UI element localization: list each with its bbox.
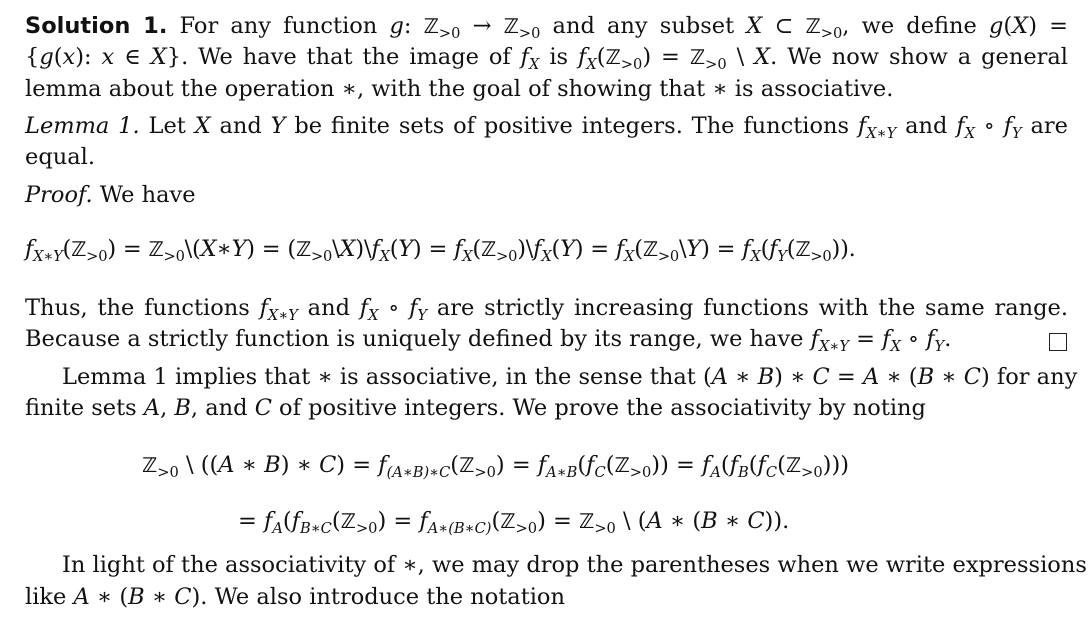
qed-square-icon — [1049, 333, 1067, 351]
solution-line-1: Solution 1. For any function g: ℤ$_{>0}$ → ℤ$_{>0}$ and any subset X ⊂ ℤ$_{>0}$, we define g(X) = — [25, 13, 1068, 43]
assoc-equation-1: ℤ$_{>0}$ \ ((A ∗ B) ∗ $C) = f_{(A∗B)∗C}(ℤ_{>0})$ = $f_{A∗B}(f_C(ℤ_{>0}))$ = $f_A(f_B(f_C(ℤ_{>0})))$ — [142, 452, 850, 482]
solution-line-2: {g(x): x ∈ X}. We have that the image of $f_X$ is $f_X(ℤ_{>0})$ = ℤ$_{>0}$ \ X. We now show a general — [25, 44, 1069, 74]
assoc-equation-2: = $f_A(f_{B∗C}(ℤ_{>0})$ = $f_{A∗(B∗C)}(ℤ_{>0})$ = ℤ$_{>0}$ \ (A ∗ (B ∗ C)). — [238, 508, 790, 538]
proof-intro — [25, 180, 1068, 210]
solution-line-3: lemma about the operation ∗, with the goal of showing that ∗ is associative. — [25, 76, 894, 102]
proof-label: Proof. — [25, 182, 93, 208]
assoc-line-1: Lemma 1 implies that ∗ is associative, in the sense that (A ∗ B) ∗ C = A ∗ (B ∗ C) for any — [62, 364, 1078, 390]
lemma-line-1: Lemma 1. Let X and Y be finite sets of positive integers. The functions $f_{X∗Y}$ and $f_X$ ∘ $f_Y$ are — [25, 113, 1068, 143]
assoc-line-2: finite sets A, B, and C of positive integers. We prove the associativity by noting — [25, 395, 926, 421]
proof-after-line-1: Thus, the functions $f_{X∗Y}$ and $f_X$ ∘ $f_Y$ are strictly increasing functions with the same range. — [25, 295, 1068, 325]
solution-heading: Solution 1. — [25, 13, 168, 39]
lemma-line-2: equal. — [25, 144, 95, 170]
closing-line-2: like A ∗ (B ∗ C). We also introduce the notation — [25, 584, 565, 610]
proof-equation: $f_{X∗Y}(ℤ_{>0})$ = ℤ$_{>0}$\(X∗Y) = $(ℤ_{>0}\backslash X)\backslash f_X(Y)$ = $f_X(ℤ_{>0})\backslash f_X(Y)$ = $f_X(ℤ_{>0}\backslash Y)$ = $f_X(f_Y(ℤ_{>0}))$. — [25, 236, 856, 266]
closing-line-1: In light of the associativity of ∗, we may drop the parentheses when we write expressions — [62, 552, 1087, 578]
proof-text: We have — [99, 182, 196, 208]
proof-after-line-2: Because a strictly function is uniquely defined by its range, we have $f_{X∗Y} = f_X$ ∘ $f_Y$. — [25, 326, 952, 356]
lemma-label: Lemma 1. — [25, 113, 140, 139]
